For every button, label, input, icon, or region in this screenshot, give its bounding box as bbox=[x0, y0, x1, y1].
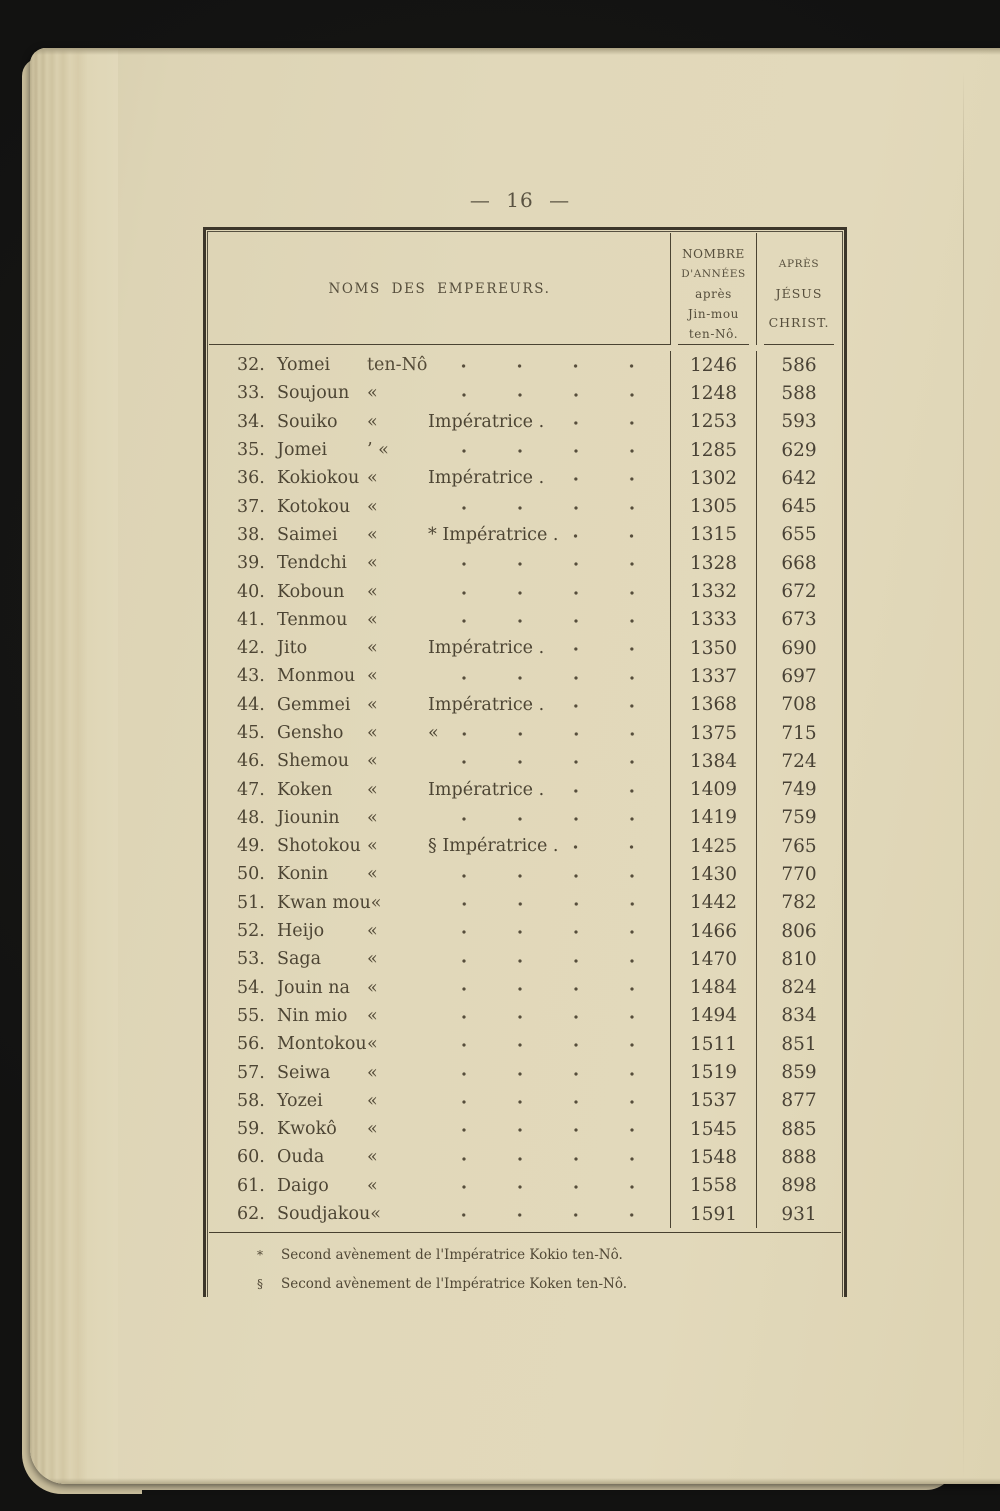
footnote-symbol: * bbox=[257, 1248, 263, 1263]
emperor-name-cell bbox=[209, 1172, 670, 1200]
years-ad-value: 765 bbox=[756, 832, 841, 860]
emperor-name: Soujoun bbox=[277, 383, 350, 404]
years-after-jinmou-value: 1548 bbox=[670, 1143, 756, 1171]
dot-leader bbox=[428, 577, 664, 605]
emperor-name: Yozei bbox=[277, 1090, 323, 1111]
page-crease-line bbox=[963, 72, 964, 1478]
title-note: § Impératrice . bbox=[428, 836, 559, 857]
row-number: 41. bbox=[237, 609, 265, 630]
table-row bbox=[209, 832, 841, 860]
emperor-name-cell bbox=[209, 351, 670, 379]
emperor-name: Seiwa bbox=[277, 1062, 331, 1083]
dot-leader bbox=[428, 436, 664, 464]
table-row bbox=[209, 974, 841, 1002]
ditto-mark: ’ « bbox=[367, 440, 389, 461]
row-number: 44. bbox=[237, 694, 265, 715]
emperor-name-cell bbox=[209, 408, 670, 436]
table-row bbox=[209, 662, 841, 690]
row-number: 35. bbox=[237, 440, 265, 461]
table-row bbox=[209, 606, 841, 634]
ditto-mark: « bbox=[367, 666, 378, 687]
header-ad-line: CHRIST. bbox=[768, 315, 830, 330]
years-ad-value: 877 bbox=[756, 1087, 841, 1115]
dot-leader bbox=[428, 549, 664, 577]
table-row bbox=[209, 1058, 841, 1086]
emperor-name: Jouin na bbox=[277, 977, 350, 998]
years-ad-value: 885 bbox=[756, 1115, 841, 1143]
table-row bbox=[209, 747, 841, 775]
years-ad-value: 642 bbox=[756, 464, 841, 492]
years-after-jinmou-value: 1350 bbox=[670, 634, 756, 662]
years-ad-value: 770 bbox=[756, 860, 841, 888]
emperor-name-cell bbox=[209, 577, 670, 605]
emperor-name-cell bbox=[209, 1030, 670, 1058]
ditto-mark: « bbox=[367, 1147, 378, 1168]
emperor-name: Saga bbox=[277, 949, 322, 970]
years-after-jinmou-value: 1333 bbox=[670, 606, 756, 634]
emperor-name-cell bbox=[209, 1002, 670, 1030]
ditto-mark: « bbox=[367, 1175, 378, 1196]
years-after-jinmou-value: 1248 bbox=[670, 379, 756, 407]
emperor-name-cell bbox=[209, 860, 670, 888]
dot-leader bbox=[439, 719, 664, 747]
emperor-name-cell bbox=[209, 634, 670, 662]
footnote-text: Second avènement de l'Impératrice Koken ten-Nô. bbox=[281, 1276, 628, 1293]
emperor-name-cell bbox=[209, 775, 670, 803]
page-bottom-edge-shadow bbox=[30, 1478, 1000, 1484]
years-ad-value: 834 bbox=[756, 1002, 841, 1030]
years-ad-value: 888 bbox=[756, 1143, 841, 1171]
table-row bbox=[209, 577, 841, 605]
years-ad-value: 806 bbox=[756, 917, 841, 945]
header-ad-line: APRÈS bbox=[778, 258, 820, 270]
row-number: 48. bbox=[237, 807, 265, 828]
emperor-name: Gemmei bbox=[277, 694, 351, 715]
dot-leader bbox=[428, 804, 664, 832]
years-ad-value: 708 bbox=[756, 691, 841, 719]
page-top-edge-shadow bbox=[30, 48, 1000, 55]
page-number: — 16 — bbox=[469, 188, 571, 212]
emperor-name-cell bbox=[209, 747, 670, 775]
header-names-label: NOMS DES EMPEREURS. bbox=[328, 281, 551, 297]
page-stack-edges bbox=[30, 48, 118, 1484]
emperor-name-cell bbox=[209, 804, 670, 832]
dot-leader bbox=[428, 1172, 664, 1200]
years-ad-value: 588 bbox=[756, 379, 841, 407]
table-row bbox=[209, 1172, 841, 1200]
emperor-name-cell bbox=[209, 1143, 670, 1171]
title-note: * Impératrice . bbox=[428, 524, 559, 545]
ditto-mark: « bbox=[367, 1062, 378, 1083]
dot-leader bbox=[428, 492, 664, 520]
ditto-mark: « bbox=[370, 892, 382, 913]
emperor-name-cell bbox=[209, 521, 670, 549]
emperor-name: Konin bbox=[277, 864, 329, 885]
row-number: 38. bbox=[237, 524, 265, 545]
dot-leader bbox=[544, 775, 664, 803]
emperor-name-cell bbox=[209, 1115, 670, 1143]
years-ad-value: 593 bbox=[756, 408, 841, 436]
header-ad-column bbox=[756, 233, 841, 345]
years-ad-value: 586 bbox=[756, 351, 841, 379]
emperor-name: Yomei bbox=[277, 355, 331, 376]
emperor-name-cell bbox=[209, 549, 670, 577]
table-row bbox=[209, 917, 841, 945]
row-number: 52. bbox=[237, 921, 265, 942]
emperor-name: Daigo bbox=[277, 1175, 329, 1196]
ditto-mark: « bbox=[367, 524, 378, 545]
years-after-jinmou-value: 1375 bbox=[670, 719, 756, 747]
years-after-jinmou-value: 1328 bbox=[670, 549, 756, 577]
years-ad-value: 859 bbox=[756, 1058, 841, 1086]
row-number: 49. bbox=[237, 836, 265, 857]
table-row bbox=[209, 945, 841, 973]
header-separator-ad bbox=[764, 344, 834, 345]
dot-leader bbox=[428, 1002, 664, 1030]
table-row bbox=[209, 804, 841, 832]
years-after-jinmou-value: 1545 bbox=[670, 1115, 756, 1143]
dot-leader bbox=[544, 691, 664, 719]
header-years-line: D'ANNÉES bbox=[681, 268, 746, 280]
header-years-line: NOMBRE bbox=[682, 247, 745, 261]
years-after-jinmou-value: 1466 bbox=[670, 917, 756, 945]
emperor-name: Koken bbox=[277, 779, 333, 800]
header-years-line: ten-Nô. bbox=[688, 327, 739, 341]
header-years-line: après bbox=[695, 287, 732, 301]
years-after-jinmou-value: 1511 bbox=[670, 1030, 756, 1058]
years-after-jinmou-value: 1519 bbox=[670, 1058, 756, 1086]
ditto-mark: « bbox=[367, 723, 378, 743]
years-after-jinmou-value: 1484 bbox=[670, 974, 756, 1002]
ditto-mark: « bbox=[367, 581, 378, 602]
dot-leader bbox=[432, 889, 664, 917]
years-after-jinmou-value: 1332 bbox=[670, 577, 756, 605]
row-number: 47. bbox=[237, 779, 265, 800]
table-row bbox=[209, 775, 841, 803]
title-note: Impératrice . bbox=[428, 694, 545, 715]
table-row bbox=[209, 521, 841, 549]
dot-leader bbox=[428, 662, 664, 690]
row-number: 32. bbox=[237, 355, 265, 376]
footnote-symbol: § bbox=[257, 1277, 263, 1292]
years-after-jinmou-value: 1305 bbox=[670, 492, 756, 520]
ditto-mark: « bbox=[367, 1090, 378, 1111]
row-number: 61. bbox=[237, 1175, 265, 1196]
row-number: 50. bbox=[237, 864, 265, 885]
years-ad-value: 672 bbox=[756, 577, 841, 605]
row-number: 54. bbox=[237, 977, 265, 998]
years-after-jinmou-value: 1558 bbox=[670, 1172, 756, 1200]
header-years-line: Jin-mou bbox=[688, 307, 739, 321]
emperor-name: Monmou bbox=[277, 666, 356, 687]
row-number: 55. bbox=[237, 1005, 265, 1026]
table-row bbox=[209, 492, 841, 520]
years-ad-value: 824 bbox=[756, 974, 841, 1002]
ditto-mark: « bbox=[367, 836, 378, 857]
ditto-mark: « bbox=[367, 1034, 378, 1055]
ditto-mark: « bbox=[367, 779, 378, 800]
emperor-name: Saimei bbox=[277, 524, 338, 545]
ditto-mark: « bbox=[367, 807, 378, 828]
ditto-mark: « bbox=[367, 553, 378, 574]
ditto-mark: « bbox=[367, 638, 378, 659]
years-after-jinmou-value: 1246 bbox=[670, 351, 756, 379]
row-number: 34. bbox=[237, 411, 265, 432]
emperor-name-cell bbox=[209, 719, 670, 747]
table-row bbox=[209, 691, 841, 719]
table-row bbox=[209, 1030, 841, 1058]
years-ad-value: 931 bbox=[756, 1200, 841, 1228]
emperor-name: Shotokou bbox=[277, 836, 361, 857]
years-ad-value: 810 bbox=[756, 945, 841, 973]
title-note: « bbox=[428, 723, 439, 743]
table-row bbox=[209, 379, 841, 407]
years-ad-value: 715 bbox=[756, 719, 841, 747]
header-separator-names bbox=[209, 344, 670, 345]
row-number: 46. bbox=[237, 751, 265, 772]
emperor-name: Jito bbox=[277, 638, 308, 659]
emperor-name: Kwan mou bbox=[277, 892, 371, 913]
footnote-line bbox=[257, 1274, 841, 1294]
dot-leader bbox=[428, 1058, 664, 1086]
emperor-name-cell bbox=[209, 436, 670, 464]
years-ad-value: 782 bbox=[756, 889, 841, 917]
title-note: Impératrice . bbox=[428, 638, 545, 659]
years-after-jinmou-value: 1384 bbox=[670, 747, 756, 775]
emperor-name: Shemou bbox=[277, 751, 350, 772]
table-row bbox=[209, 1200, 841, 1228]
ditto-mark: « bbox=[367, 468, 378, 489]
dot-leader bbox=[544, 634, 664, 662]
row-number: 59. bbox=[237, 1119, 265, 1140]
ditto-mark: « bbox=[367, 609, 378, 630]
years-after-jinmou-value: 1302 bbox=[670, 464, 756, 492]
emperor-name: Kotokou bbox=[277, 496, 351, 517]
dot-leader bbox=[558, 521, 664, 549]
dot-leader bbox=[428, 1087, 664, 1115]
emperor-name-cell bbox=[209, 492, 670, 520]
table-row bbox=[209, 351, 841, 379]
emperor-name-cell bbox=[209, 945, 670, 973]
emperor-name: Kokiokou bbox=[277, 468, 360, 489]
ditto-mark: « bbox=[370, 1204, 381, 1225]
footnotes bbox=[209, 1233, 841, 1294]
ditto-mark: « bbox=[367, 977, 378, 998]
emperors-table bbox=[203, 227, 847, 1297]
years-ad-value: 749 bbox=[756, 775, 841, 803]
ditto-mark: « bbox=[367, 411, 378, 432]
table-row bbox=[209, 436, 841, 464]
row-number: 56. bbox=[237, 1034, 265, 1055]
emperor-name-cell bbox=[209, 974, 670, 1002]
dot-leader bbox=[428, 945, 664, 973]
ditto-mark: « bbox=[367, 496, 378, 517]
row-number: 43. bbox=[237, 666, 265, 687]
footnote-line bbox=[257, 1245, 841, 1265]
emperor-name-cell bbox=[209, 917, 670, 945]
years-ad-value: 759 bbox=[756, 804, 841, 832]
emperor-name: Ouda bbox=[277, 1147, 325, 1168]
years-ad-value: 724 bbox=[756, 747, 841, 775]
dot-leader bbox=[428, 860, 664, 888]
emperor-name-cell bbox=[209, 464, 670, 492]
emperor-name: Tendchi bbox=[277, 553, 347, 574]
ditto-mark: « bbox=[367, 694, 378, 715]
years-after-jinmou-value: 1368 bbox=[670, 691, 756, 719]
row-number: 60. bbox=[237, 1147, 265, 1168]
years-after-jinmou-value: 1425 bbox=[670, 832, 756, 860]
ditto-mark: « bbox=[367, 949, 378, 970]
ditto-mark: « bbox=[367, 751, 378, 772]
table-row bbox=[209, 719, 841, 747]
row-number: 37. bbox=[237, 496, 265, 517]
years-after-jinmou-value: 1470 bbox=[670, 945, 756, 973]
footnote-text: Second avènement de l'Impératrice Kokio ten-Nô. bbox=[281, 1247, 623, 1264]
table-row bbox=[209, 408, 841, 436]
table-body bbox=[209, 345, 841, 1228]
row-number: 51. bbox=[237, 892, 265, 913]
years-after-jinmou-value: 1537 bbox=[670, 1087, 756, 1115]
table-row bbox=[209, 1143, 841, 1171]
row-number: 33. bbox=[237, 383, 265, 404]
emperor-name-cell bbox=[209, 662, 670, 690]
years-after-jinmou-value: 1253 bbox=[670, 408, 756, 436]
years-ad-value: 655 bbox=[756, 521, 841, 549]
years-after-jinmou-value: 1409 bbox=[670, 775, 756, 803]
years-after-jinmou-value: 1337 bbox=[670, 662, 756, 690]
row-number: 57. bbox=[237, 1062, 265, 1083]
table-row bbox=[209, 1002, 841, 1030]
row-number: 39. bbox=[237, 553, 265, 574]
emperor-name: Heijo bbox=[277, 921, 325, 942]
emperor-name-cell bbox=[209, 379, 670, 407]
header-separator-years bbox=[678, 344, 749, 345]
dot-leader bbox=[544, 408, 664, 436]
years-ad-value: 690 bbox=[756, 634, 841, 662]
ditto-mark: « bbox=[367, 383, 378, 404]
header-names-column bbox=[209, 233, 670, 345]
years-after-jinmou-value: 1285 bbox=[670, 436, 756, 464]
row-number: 36. bbox=[237, 468, 265, 489]
emperor-name: Jiounin bbox=[277, 807, 340, 828]
row-number: 40. bbox=[237, 581, 265, 602]
dot-leader bbox=[428, 606, 664, 634]
row-number: 62. bbox=[237, 1204, 265, 1225]
emperor-name-cell bbox=[209, 1200, 670, 1228]
dot-leader bbox=[455, 351, 664, 379]
years-after-jinmou-value: 1419 bbox=[670, 804, 756, 832]
years-ad-value: 673 bbox=[756, 606, 841, 634]
years-ad-value: 629 bbox=[756, 436, 841, 464]
row-number: 58. bbox=[237, 1090, 265, 1111]
years-after-jinmou-value: 1430 bbox=[670, 860, 756, 888]
emperor-name: Soudjakou bbox=[277, 1204, 371, 1225]
emperor-name: Gensho bbox=[277, 723, 344, 743]
ditto-mark: « bbox=[367, 1005, 378, 1026]
emperor-name: Nin mio bbox=[277, 1005, 348, 1026]
years-ad-value: 898 bbox=[756, 1172, 841, 1200]
table-row bbox=[209, 549, 841, 577]
dot-leader bbox=[428, 379, 664, 407]
emperor-name: Jomei bbox=[277, 440, 328, 461]
emperor-name: Souiko bbox=[277, 411, 338, 432]
table-row bbox=[209, 1115, 841, 1143]
emperor-name: Kwokô bbox=[277, 1119, 337, 1140]
years-after-jinmou-value: 1494 bbox=[670, 1002, 756, 1030]
row-number: 53. bbox=[237, 949, 265, 970]
emperor-name: Montokou bbox=[277, 1034, 367, 1055]
table-row bbox=[209, 889, 841, 917]
years-after-jinmou-value: 1315 bbox=[670, 521, 756, 549]
emperor-name-cell bbox=[209, 691, 670, 719]
title-note: Impératrice . bbox=[428, 779, 545, 800]
row-number: 42. bbox=[237, 638, 265, 659]
dot-leader bbox=[428, 1030, 664, 1058]
years-ad-value: 851 bbox=[756, 1030, 841, 1058]
table-header-row bbox=[209, 233, 841, 345]
table-row bbox=[209, 634, 841, 662]
dot-leader bbox=[428, 917, 664, 945]
emperor-name: Tenmou bbox=[277, 609, 348, 630]
years-ad-value: 645 bbox=[756, 492, 841, 520]
ditto-mark: ten-Nô bbox=[367, 355, 428, 376]
table-row bbox=[209, 464, 841, 492]
emperor-name-cell bbox=[209, 832, 670, 860]
dot-leader bbox=[428, 974, 664, 1002]
ditto-mark: « bbox=[367, 864, 378, 885]
emperor-name-cell bbox=[209, 889, 670, 917]
table-row bbox=[209, 1087, 841, 1115]
emperor-name-cell bbox=[209, 606, 670, 634]
title-note: Impératrice . bbox=[428, 468, 545, 489]
emperor-name-cell bbox=[209, 1087, 670, 1115]
dot-leader bbox=[558, 832, 664, 860]
book-page bbox=[30, 48, 1000, 1484]
row-number: 45. bbox=[237, 723, 265, 743]
title-note: Impératrice . bbox=[428, 411, 545, 432]
table-row bbox=[209, 860, 841, 888]
dot-leader bbox=[428, 1115, 664, 1143]
header-ad-line: JÉSUS bbox=[775, 286, 823, 301]
dot-leader bbox=[431, 1200, 664, 1228]
dot-leader bbox=[428, 747, 664, 775]
years-ad-value: 668 bbox=[756, 549, 841, 577]
years-after-jinmou-value: 1442 bbox=[670, 889, 756, 917]
emperor-name: Koboun bbox=[277, 581, 345, 602]
header-years-column bbox=[670, 233, 756, 345]
emperor-name-cell bbox=[209, 1058, 670, 1086]
years-ad-value: 697 bbox=[756, 662, 841, 690]
years-after-jinmou-value: 1591 bbox=[670, 1200, 756, 1228]
ditto-mark: « bbox=[367, 1119, 378, 1140]
dot-leader bbox=[428, 1143, 664, 1171]
dot-leader bbox=[544, 464, 664, 492]
ditto-mark: « bbox=[367, 921, 378, 942]
